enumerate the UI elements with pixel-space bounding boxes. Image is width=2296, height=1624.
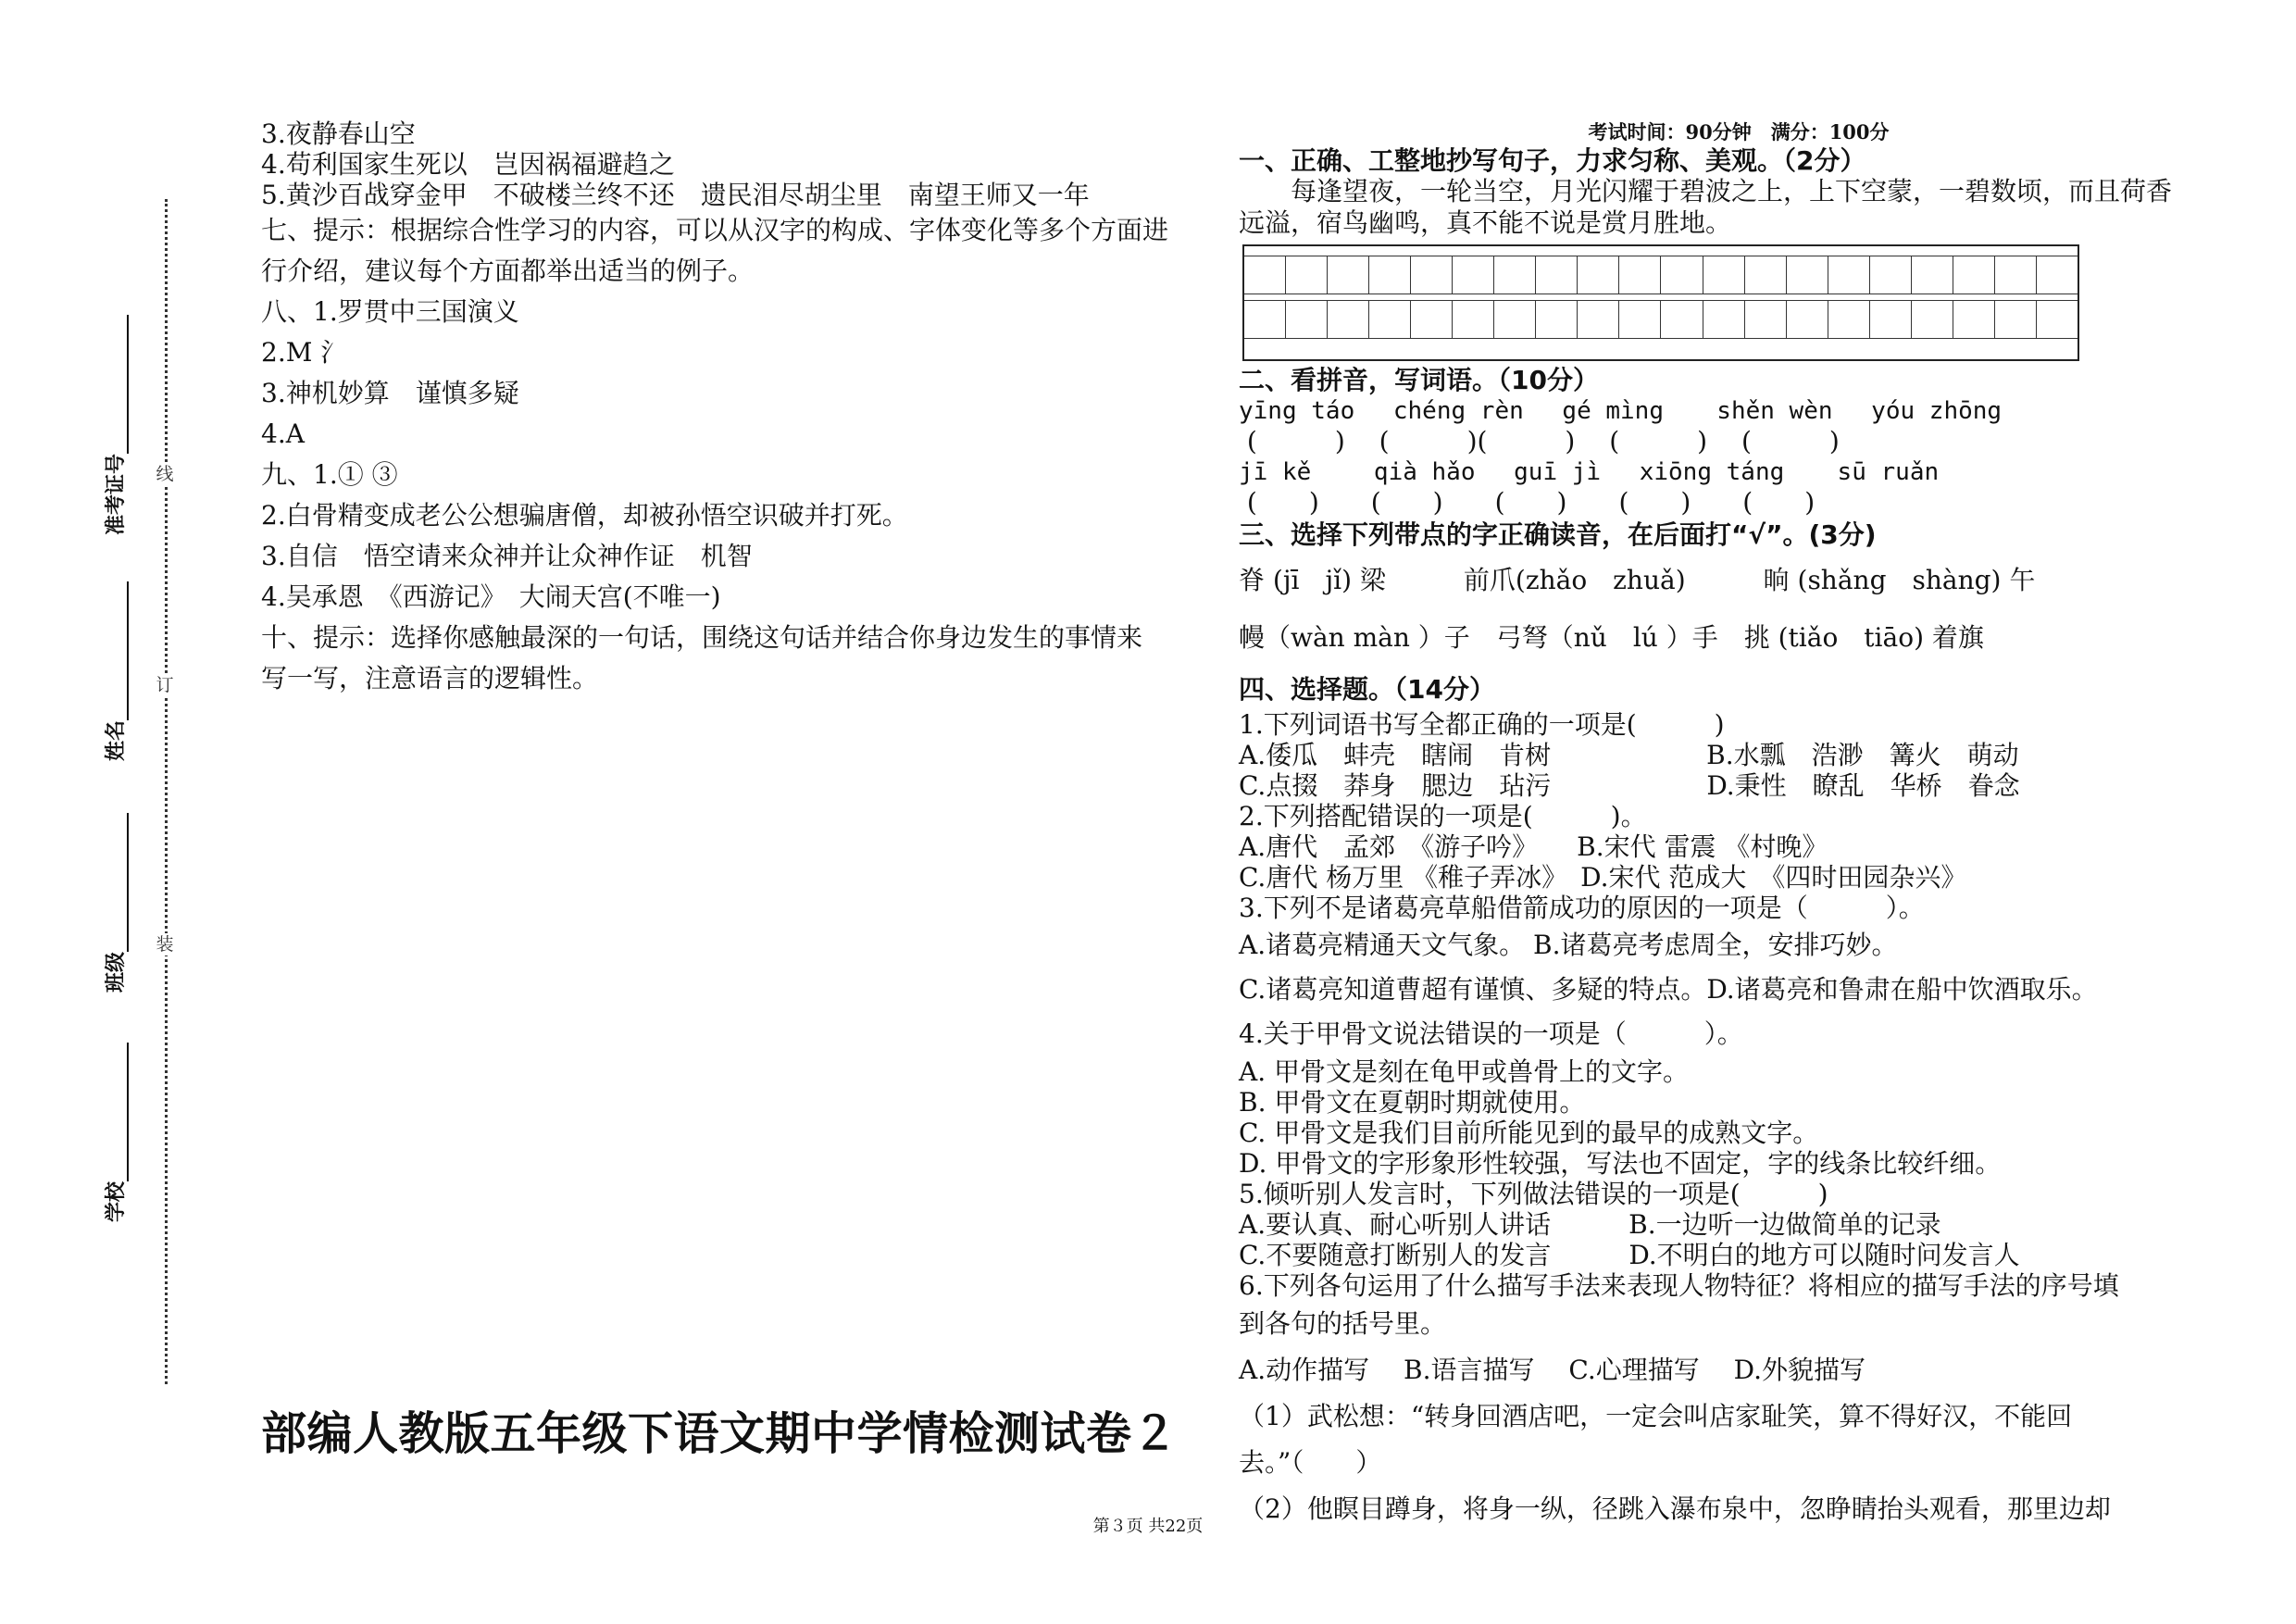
exam-id-field: [100, 315, 129, 535]
exam-id-label: 准考证号: [104, 453, 128, 535]
option-line: C.诸葛亮知道曹超有谨慎、多疑的特点。D.诸葛亮和鲁肃在船中饮酒取乐。: [1239, 974, 2098, 1005]
question-line: 1.下列词语书写全都正确的一项是( ): [1239, 709, 1725, 740]
answer-line: 3.神机妙算 谨慎多疑: [261, 378, 519, 408]
question-line: 3.下列不是诸葛亮草船借箭成功的原因的一项是（ ）。: [1239, 893, 1925, 923]
option-line: C. 甲骨文是我们目前所能见到的最早的成熟文字。: [1239, 1118, 1819, 1148]
answer-line: 写一写，注意语言的逻辑性。: [261, 663, 599, 693]
class-field: [100, 813, 129, 993]
section-3-title: 三、选择下列带点的字正确读音，在后面打“√”。(3分): [1239, 519, 1877, 550]
question-line: （1）武松想：“转身回酒店吧，一定会叫店家耻笑，算不得好汉，不能回: [1239, 1401, 2073, 1431]
grid-row: [1244, 300, 2078, 337]
page-title: 部编人教版五年级下语文期中学情检测试卷２: [261, 1407, 1179, 1460]
class-label: 班级: [104, 951, 128, 993]
option-line: A.动作描写 B.语言描写 C.心理描写 D.外貌描写: [1239, 1355, 1866, 1385]
school-field: [100, 1043, 129, 1222]
question-line[interactable]: 去。”（ ）: [1239, 1447, 1382, 1478]
question-line: （2）他瞑目蹲身，将身一纵，径跳入瀑布泉中，忽睁睛抬头观看，那里边却: [1239, 1493, 2111, 1524]
class-blank[interactable]: [108, 813, 129, 952]
option-line: C.不要随意打断别人的发言 D.不明白的地方可以随时问发言人: [1239, 1240, 2020, 1270]
answer-line: 十、提示：选择你感触最深的一句话，围绕这句话并结合你身边发生的事情来: [261, 622, 1143, 653]
answer-line: 4.苟利国家生死以 岂因祸福避趋之: [261, 149, 675, 180]
answer-column: [261, 119, 1205, 699]
question-line: 6.下列各句运用了什么描写手法来表现人物特征？将相应的描写手法的序号填: [1239, 1270, 2119, 1301]
answer-brackets-row-1[interactable]: ( ) ( )( ) ( ) ( ): [1239, 426, 1840, 456]
option-line: A.倭瓜 蚌壳 瞎闹 肯树 B.水瓢 浩渺 篝火 萌动: [1239, 740, 2019, 770]
section-1-title: 一、正确、工整地抄写句子，力求匀称、美观。（2分）: [1239, 145, 1866, 176]
answer-line: 4.A: [261, 418, 305, 449]
answer-line: 3.夜静春山空: [261, 119, 416, 149]
answer-line: 行介绍，建议每个方面都举出适当的例子。: [261, 256, 755, 286]
question-column: [1239, 119, 2183, 1532]
answer-line: 七、提示：根据综合性学习的内容，可以从汉字的构成、字体变化等多个方面进: [261, 215, 1169, 245]
grid-row: [1244, 256, 2078, 293]
option-line: C.唐代 杨万里 《稚子弄冰》 D.宋代 范成大 《四时田园杂兴》: [1239, 862, 1967, 893]
answer-brackets-row-2[interactable]: ( ) ( ) ( ) ( ) ( ): [1239, 487, 1816, 518]
exam-time: 考试时间：90分钟 满分：100分: [1588, 120, 1890, 144]
answer-line: 3.自信 悟空请来众神并让众神作证 机智: [261, 541, 753, 571]
copy-writing-grid[interactable]: [1242, 244, 2079, 361]
binding-mark-zhuang: 装: [154, 933, 176, 956]
option-line: B. 甲骨文在夏朝时期就使用。: [1239, 1087, 1586, 1118]
option-line: A. 甲骨文是刻在龟甲或兽骨上的文字。: [1239, 1056, 1690, 1087]
name-blank[interactable]: [108, 581, 129, 720]
name-field: [100, 581, 129, 761]
answer-line: 2.M 氵: [261, 337, 347, 368]
pinyin-row-1: yīng táo chéng rèn gé mìng shěn wèn yóu zhōng: [1239, 397, 2003, 425]
answer-line: 5.黄沙百战穿金甲 不破楼兰终不还 遗民泪尽胡尘里 南望王师又一年: [261, 180, 1090, 210]
binding-mark-xian: 线: [154, 463, 176, 485]
question-line: 到各句的括号里。: [1239, 1308, 1447, 1339]
school-blank[interactable]: [108, 1043, 129, 1181]
name-label: 姓名: [104, 719, 128, 761]
page-footer: 第３页 共22页: [1092, 1517, 1204, 1536]
pronunciation-line-1[interactable]: 脊 (jī jǐ) 梁 前爪(zhǎo zhuǎ) 晌 (shǎng shàng) 午: [1239, 565, 2036, 595]
pronunciation-line-2[interactable]: 幔（wàn màn ）子 弓弩（nǔ lú ）手 挑 (tiǎo tiāo) 着旗: [1239, 622, 1984, 653]
pinyin-row-2: jī kě qià hǎo guī jì xiōng táng sū ruǎn: [1239, 458, 1940, 486]
section-1-text: 每逢望夜，一轮当空，月光闪耀于碧波之上，上下空蒙，一碧数顷，而且荷香远溢，宿鸟幽鸣，真不能不说是赏月胜地。: [1239, 176, 2173, 238]
question-line: 4.关于甲骨文说法错误的一项是（ ）。: [1239, 1018, 1743, 1049]
option-line: C.点掇 莽身 腮边 玷污 D.秉性 瞭乱 华桥 眷念: [1239, 770, 2020, 801]
question-line: 5.倾听别人发言时，下列做法错误的一项是( ): [1239, 1179, 1828, 1209]
school-label: 学校: [104, 1181, 128, 1222]
question-line: 2.下列搭配错误的一项是( )。: [1239, 801, 1647, 831]
binding-mark-ding: 订: [154, 674, 176, 696]
option-line: A.唐代 孟郊 《游子吟》 B.宋代 雷震 《村晚》: [1239, 831, 1828, 862]
answer-line: 九、1.① ③: [261, 459, 398, 490]
option-line: D. 甲骨文的字形象形性较强，写法也不固定，字的线条比较纤细。: [1239, 1148, 2002, 1179]
binding-dotted-line: [165, 199, 168, 1384]
section-4-title: 四、选择题。（14分）: [1239, 674, 1495, 705]
option-line: A.诸葛亮精通天文气象。 B.诸葛亮考虑周全，安排巧妙。: [1239, 930, 1898, 960]
answer-line: 八、1.罗贯中三国演义: [261, 296, 519, 327]
answer-line: 4.吴承恩 《西游记》 大闹天宫(不唯一): [261, 581, 721, 612]
section-2-title: 二、看拼音，写词语。（10分）: [1239, 365, 1599, 395]
answer-line: 2.白骨精变成老公公想骗唐僧，却被孙悟空识破并打死。: [261, 500, 908, 531]
option-line: A.要认真、耐心听别人讲话 B.一边听一边做简单的记录: [1239, 1209, 1941, 1240]
exam-id-blank[interactable]: [108, 315, 129, 454]
